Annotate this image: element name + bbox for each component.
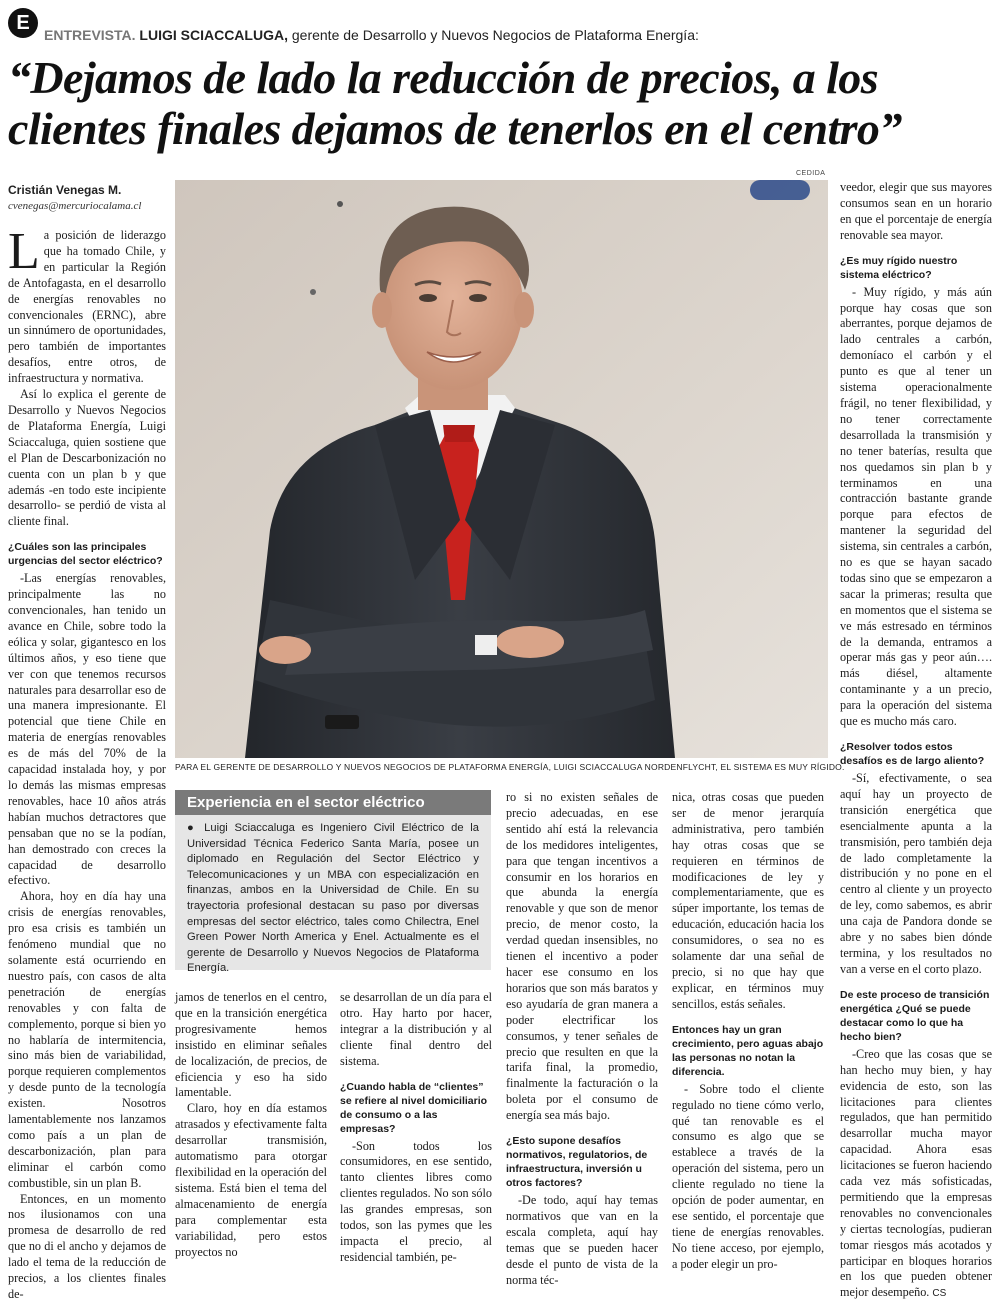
kicker-name: LUIGI SCIACCALUGA, [139, 27, 288, 43]
answer-paragraph: - Sobre todo el cliente regulado no tiene cómo verlo, qué tan renovable es el consumo es algo que se establece a través de la operación del sistema, pero un cliente regulado no tiene la opción de poder aumentar, en ese sentido, el porcentaje que tiene de energías renovables. No tiene acceso, por ejemplo, a poder elegir un pro- [672, 1081, 824, 1271]
article-column-5 [672, 790, 824, 1273]
info-box-text: ● Luigi Sciaccaluga es Ingeniero Civil Eléctrico de la Universidad Técnica Federico Santa María, posee un diplomado en Regulación del Sector Eléctrico y Telecomunicaciones y un MBA con especialización en finanzas, ambos en la Universidad de Chile. En su trayectoria profesional destacan su paso por diversas empresas del sector eléctrico, tales como Chilectra, Enel Green Power North America y Enel. Actualmente es el gerente de Desarrollo y Nuevos Negocios de Plataforma Energía. [187, 822, 479, 975]
paragraph: jamos de tenerlos en el centro, que en la transición energética progresivamente hemos insistido en eliminar señales de localización, de precios, de eficiencia y eso ha sido lamentable. [175, 990, 327, 1100]
info-box-title: Experiencia en el sector eléctrico [175, 790, 491, 815]
answer-paragraph: -Sí, efectivamente, o sea aquí hay un proyecto de transición energética que esencialmente apunta a la transmisión, pero también deja de lado completamente la distribución y no pone en el centro al cliente y un proyecto de ley, como sabemos, es abrir una caja de Pandora donde se abre y no sabes bien dónde termina, y los resultados no van a verse en el corto plazo. [840, 771, 992, 976]
article-column-3 [340, 990, 492, 1266]
answer-paragraph: -Son todos los consumidores, en ese sentido, tanto clientes libres como clientes regulados. No son sólo las grandes empresas, son todos, son las pymes que les impacta el precio, al residencial también, pe- [340, 1138, 492, 1264]
question: ¿Cuando habla de “clientes” se refiere al nivel domiciliario de consumo o a las empresas? [340, 1080, 488, 1135]
section-badge: E [8, 8, 38, 38]
end-mark: CS [932, 1288, 947, 1300]
question: De este proceso de transición energética ¿Qué se puede destacar como lo que ha hecho bien? [840, 988, 990, 1043]
paragraph: Así lo explica el gerente de Desarrollo y Nuevos Negocios de Plataforma Energía, Luigi Sciaccaluga, quien sostiene que el Plan de Descarbonización no cuenta con un plan b y que además -en todo este incipiente desarrollo- se perdió de vista al cliente final. [8, 387, 166, 529]
byline-author: Cristián Venegas M. [8, 183, 122, 197]
photo-credit: CEDIDA [796, 170, 826, 177]
paragraph: Claro, hoy en día estamos atrasados y efectivamente falta desarrollar transmisión, automatismo para otorgar flexibilidad en la operación del sistema. Está bien el tema del almacenamiento de energía para complementar esta variabilidad, pero estos proyectos no [175, 1101, 327, 1259]
question: ¿Resolver todos estos desafíos es de largo aliento? [840, 741, 985, 767]
paragraph: veedor, elegir que sus mayores consumos sean en un horario en que el porcentaje de energía renovable sea mayor. [840, 180, 992, 242]
question: ¿Cuáles son las principales urgencias del sector eléctrico? [8, 541, 163, 568]
lead-text: a posición de liderazgo que ha tomado Chile, y en particular la Región de Antofagasta, en el desarrollo de energías renovables no convencionales (ERNC), abre un sinnúmero de oportunidades, pero también de importantes desafíos, entre otros, de infraestructura y normativa. [8, 228, 166, 386]
question: ¿Es muy rígido nuestro sistema eléctrico? [840, 254, 958, 281]
answer-paragraph: - Muy rígido, y más aún porque hay cosas que son aberrantes, porque dejamos de lado centrales a carbón, demoníaco el carbón y el punto es que al tener un sistema operacionalmente frágil, no tener flexibilidad, y no tener correctamente desarrollada la transmisión y no tener baterías, resulta que nos quedamos sin plan b y terminamos en una contracción bastante grande porque para efectos de mantener la seguridad del sistema, sin centrales a carbón, no es que se hayan sacado todas sino que se empezaron a sacar la primeras; resulta que en momentos que el sistema se ve más estresado en términos de la demanda, entramos a operar más gas y peor aún…. más diésel, altamente contaminante y a un precio, para la operación del sistema que es mucho más caro. [840, 284, 992, 729]
info-box [175, 790, 491, 975]
answer-text: -Creo que las cosas que se han hecho muy bien, y hay evidencia de esto, son las licitaciones para clientes regulados, que han permitido desarrollar mucha mayor capacidad. Ahora esas licitaciones se fueron haciendo cada vez más sofisticadas, permitiendo que la empresas renovables no convencionales y ciertas tecnologías, pudieran tomar riesgos más acotados y participar en bloques horarios en los que pueden obtener mejor desempeño. [840, 1046, 992, 1300]
article-column-1 [8, 223, 166, 1303]
portrait-illustration [175, 180, 828, 758]
paragraph: ro si no existen señales de precio adecuadas, en ese sentido ahí está la relevancia de los medidores inteligentes, para que tengan incentivos a consumir en los horarios en que abunda la energía renovable y que son de menor precio, de menor costo, la verdad quedan insensibles, no tienen el incentivo a poder hacer ese consumo en los horarios que son más baratos y eso ayudaría de gran manera a poder electrificar los consumos, y tener señales de precio que resulten en que la tarifa final, la promedio, finalmente la facturación o la boleta por el consumo de energía sea más bajo. [506, 790, 658, 1123]
drop-cap: L [8, 223, 40, 280]
paragraph: Ahora, hoy en día hay una crisis de energías renovables, pro esa crisis es también un fenómeno mundial que no solamente está ocurriendo en nuestro país, con casos de alta penetración de energías renovables y con falta de complemento, porque si bien yo no hablaría de intermitencia, sino más bien de variabilidad, porque requieren complementos y desde punto de la tecnología existen. Nosotros lamentablemente nos lanzamos como país a un plan de descarbonización, plan para eliminar el carbón como combustible, sin un plan B. [8, 889, 166, 1190]
paragraph: Entonces, en un momento nos ilusionamos con una promesa de desarrollo de red que no di el ancho y dejamos de lado el tema de la reducción de precios, a los clientes finales de- [8, 1191, 166, 1301]
question: ¿Esto supone desafíos normativos, regulatorios, de infraestructura, inversión u otros factores? [506, 1135, 648, 1190]
answer-paragraph: -Las energías renovables, principalmente las no convencionales, han tenido un avance en Chile, sobre todo la eólica y solar, gigantesco en los últimos años, y eso tiene que ver con que tenemos recursos naturales para desarrollar eso de una manera impresionante. El potencial que tiene Chile en materia de energías renovables es de más del 70% de la capacidad instalada hoy, y por lo demás las mismas empresas renovables, hace 10 años atrás habían muchos detractores que pensaban que no se la podían, han demostrado con creces la capacidad de desarrollo efectivo. [8, 571, 166, 888]
paragraph: nica, otras cosas que pueden ser de menor jerarquía administrativa, pero también hay otras cosas que se requieren en términos de modificaciones de ley y complementariamente, que es súper importante, los temas de educación, educación hacia los consumidores, o sea no es solamente dar una señal de precio, si no que hay que explicar, en términos muy sencillos, estás señales. [672, 790, 824, 1011]
paragraph: se desarrollan de un día para el otro. Hay harto por hacer, integrar a la distribución y al cliente final dentro del sistema. [340, 990, 492, 1068]
lead-paragraph [8, 223, 166, 387]
photo-caption: PARA EL GERENTE DE DESARROLLO Y NUEVOS NEGOCIOS DE PLATAFORMA ENERGÍA, LUIGI SCIACCALUGA NORDENFLYCHT, EL SISTEMA ES MUY RÍGIDO. [175, 762, 845, 772]
article-column-6 [840, 180, 992, 1302]
kicker-tag: ENTREVISTA. [44, 27, 136, 43]
question: Entonces hay un gran crecimiento, pero aguas abajo las personas no notan la diferencia. [672, 1023, 824, 1078]
headline: “Dejamos de lado la reducción de precios, a los clientes finales dejamos de tenerlos en el centro” [8, 52, 902, 154]
byline-email[interactable]: cvenegas@mercuriocalama.cl [8, 200, 142, 212]
kicker [44, 27, 699, 43]
kicker-role: gerente de Desarrollo y Nuevos Negocios de Plataforma Energía: [287, 27, 699, 43]
article-column-4 [506, 790, 658, 1288]
answer-paragraph [840, 1047, 992, 1303]
interview-photo [175, 180, 828, 758]
answer-paragraph: -De todo, aquí hay temas normativos que van en la escala completa, aquí hay temas que se pueden hacer desde el punto de vista de la norma téc- [506, 1193, 658, 1287]
article-column-2 [175, 990, 327, 1260]
